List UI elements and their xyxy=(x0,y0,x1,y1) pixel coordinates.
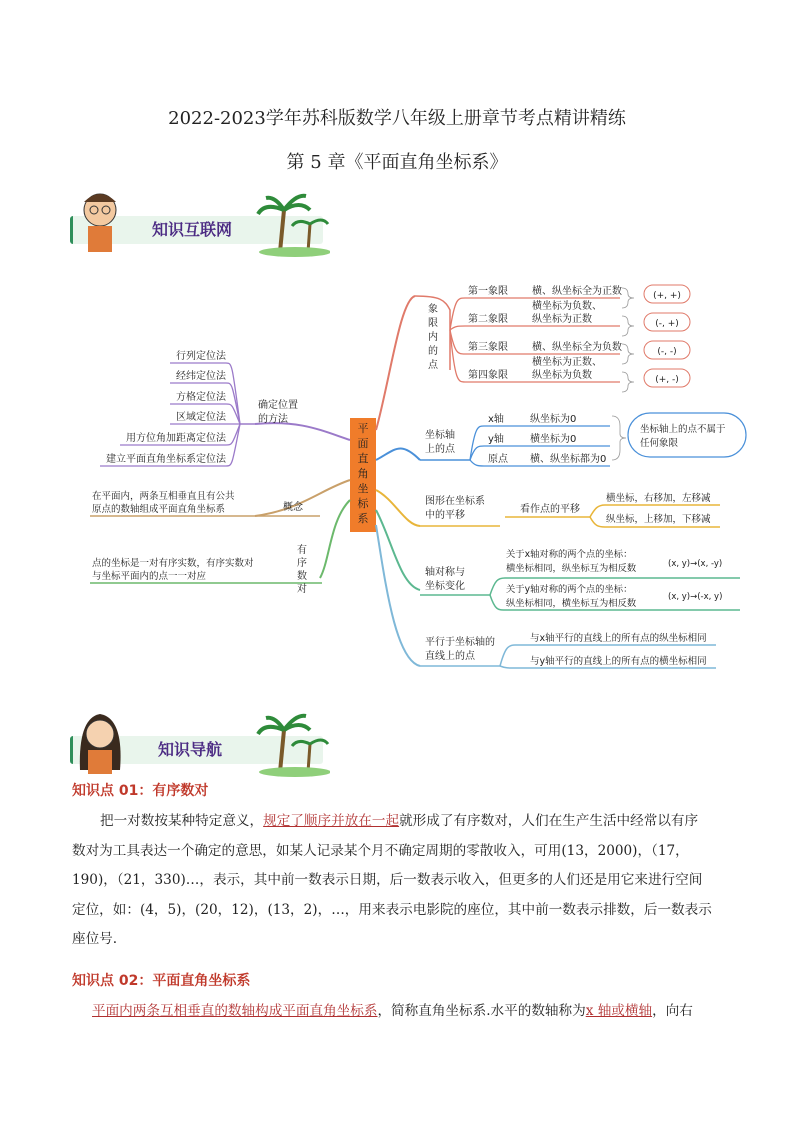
svg-text:纵坐标为负数: 纵坐标为负数 xyxy=(532,370,592,381)
svg-text:中的平移: 中的平移 xyxy=(425,510,465,521)
locate-item xyxy=(120,424,240,445)
chapter-title: 第 5 章《平面直角坐标系》 xyxy=(286,152,508,173)
svg-text:图形在坐标系: 图形在坐标系 xyxy=(425,496,485,507)
banner-knowledge-guide xyxy=(70,700,330,780)
svg-text:横、纵坐标都为0: 横、纵坐标都为0 xyxy=(530,454,607,465)
svg-text:(+, -): (+, -) xyxy=(655,375,679,385)
kp1-line: 定位，如：(4，5)，(20，12)，(13，2)，…，用来表示电影院的座位，其中前一数表示排数，后一数表示 xyxy=(72,901,712,918)
svg-text:第二象限: 第二象限 xyxy=(468,314,508,325)
translation-rule: 纵坐标，上移加，下移减 xyxy=(606,514,711,525)
banner-title: 知识导航 xyxy=(158,740,223,759)
axes-row xyxy=(470,452,610,466)
concept-text-line: 原点的数轴组成平面直角坐标系 xyxy=(92,504,226,515)
kp1-heading: 知识点 01：有序数对 xyxy=(72,783,209,799)
kp1-emphasis: 规定了顺序并放在一起 xyxy=(263,813,400,829)
ordered-text-line: 与坐标平面内的点一一对应 xyxy=(92,571,207,582)
branch-parallel xyxy=(420,632,716,668)
branch-axes xyxy=(420,412,746,466)
svg-text:纵坐标为正数: 纵坐标为正数 xyxy=(532,314,592,325)
kp2-emphasis: x 轴或横轴 xyxy=(585,1003,653,1019)
svg-text:横坐标相同，纵坐标互为相反数: 横坐标相同，纵坐标互为相反数 xyxy=(506,563,637,574)
concept-label: 概念 xyxy=(283,502,303,513)
locate-item xyxy=(170,410,240,424)
branch-concept xyxy=(90,490,320,516)
quadrant-row xyxy=(450,330,690,392)
banner-title: 知识互联网 xyxy=(152,220,233,239)
branch-translation xyxy=(420,492,720,527)
svg-text:直线上的点: 直线上的点 xyxy=(425,651,475,662)
kp1-line: 数对为工具表达一个确定的意思，如某人记录某个月不确定周期的零散收入，可用(13，2000)，（17， xyxy=(72,842,689,859)
branch-quadrants xyxy=(415,284,690,392)
quadrant-label: 象限内的点 xyxy=(428,304,438,371)
kp2-text: ，向右 xyxy=(652,1003,693,1019)
quadrant-row xyxy=(450,299,690,336)
kp1-paragraph xyxy=(72,807,724,955)
kp1-text: 把一对数按某种特定意义， xyxy=(100,813,264,829)
svg-text:(-, +): (-, +) xyxy=(655,319,679,329)
branch-ordered-pair xyxy=(90,543,322,595)
branch-locate-methods xyxy=(100,349,298,466)
ordered-label: 有序数对 xyxy=(297,545,307,595)
svg-text:第四象限: 第四象限 xyxy=(468,370,508,381)
svg-text:区域定位法: 区域定位法 xyxy=(176,412,226,423)
svg-text:y轴: y轴 xyxy=(488,434,504,445)
branch-locate-label-2: 的方法 xyxy=(258,414,288,425)
axes-note-box xyxy=(628,413,746,457)
svg-text:方格定位法: 方格定位法 xyxy=(176,392,226,403)
svg-text:平行于坐标轴的: 平行于坐标轴的 xyxy=(425,637,495,648)
svg-text:第三象限: 第三象限 xyxy=(468,342,508,353)
svg-text:横坐标为正数、: 横坐标为正数、 xyxy=(532,357,602,368)
branch-locate-label-1: 确定位置 xyxy=(258,400,298,411)
svg-text:行列定位法: 行列定位法 xyxy=(176,351,226,362)
svg-text:(+, +): (+, +) xyxy=(653,291,681,301)
kp1-line: 190)，（21，330)…，表示，其中前一数表示日期，后一数表示收入，但更多的人们还是用它来进行空间 xyxy=(72,872,703,888)
svg-text:用方位角加距离定位法: 用方位角加距离定位法 xyxy=(126,433,226,444)
svg-text:横坐标为0: 横坐标为0 xyxy=(530,434,577,445)
mindmap-center-label: 平面直角坐标系 xyxy=(357,422,369,525)
svg-text:关于x轴对称的两个点的坐标：: 关于x轴对称的两个点的坐标： xyxy=(506,549,633,560)
svg-text:建立平面直角坐标系定位法: 建立平面直角坐标系定位法 xyxy=(106,454,226,465)
kp2-paragraph xyxy=(72,997,724,1027)
svg-text:坐标变化: 坐标变化 xyxy=(425,581,465,592)
kp2-emphasis: 平面内两条互相垂直的数轴构成平面直角坐标系 xyxy=(92,1003,378,1019)
parallel-rule: 与y轴平行的直线上的所有点的横坐标相同 xyxy=(530,656,707,667)
symmetry-formula: (x, y)→(x, -y) xyxy=(668,559,723,569)
svg-text:经纬定位法: 经纬定位法 xyxy=(176,371,226,382)
translation-rule: 横坐标，右移加，左移减 xyxy=(606,493,711,504)
kp2-text: ，简称直角坐标系.水平的数轴称为 xyxy=(377,1003,586,1019)
parallel-rule: 与x轴平行的直线上的所有点的纵坐标相同 xyxy=(530,633,707,644)
svg-text:横坐标为负数、: 横坐标为负数、 xyxy=(532,301,602,312)
kp1-line: 座位号. xyxy=(72,931,118,947)
svg-text:纵坐标为0: 纵坐标为0 xyxy=(530,414,577,425)
symmetry-formula: (x, y)→(-x, y) xyxy=(668,592,723,602)
branch-symmetry xyxy=(420,548,740,610)
svg-text:坐标轴上的点不属于: 坐标轴上的点不属于 xyxy=(640,424,726,435)
svg-text:原点: 原点 xyxy=(488,454,508,465)
svg-text:轴对称与: 轴对称与 xyxy=(425,567,465,578)
svg-text:关于y轴对称的两个点的坐标：: 关于y轴对称的两个点的坐标： xyxy=(506,584,633,595)
svg-text:任何象限: 任何象限 xyxy=(640,438,679,449)
svg-text:横、纵坐标全为负数: 横、纵坐标全为负数 xyxy=(532,342,622,353)
concept-text-line: 在平面内，两条互相垂直且有公共 xyxy=(92,491,235,502)
translation-mid: 看作点的平移 xyxy=(520,504,580,515)
svg-text:坐标轴: 坐标轴 xyxy=(425,430,455,441)
svg-text:上的点: 上的点 xyxy=(425,444,455,455)
svg-text:第一象限: 第一象限 xyxy=(468,286,508,297)
kp1-text: 就形成了有序数对，人们在生产生活中经常以有序 xyxy=(399,813,699,829)
kp2-heading: 知识点 02：平面直角坐标系 xyxy=(72,973,251,989)
ordered-text-line: 点的坐标是一对有序实数，有序实数对 xyxy=(92,558,254,569)
svg-text:纵坐标相同，横坐标互为相反数: 纵坐标相同，横坐标互为相反数 xyxy=(506,598,637,609)
svg-text:(-, -): (-, -) xyxy=(657,347,677,357)
svg-text:横、纵坐标全为正数: 横、纵坐标全为正数 xyxy=(532,286,622,297)
document-title: 2022-2023学年苏科版数学八年级上册章节考点精讲精练 xyxy=(168,108,626,129)
svg-text:x轴: x轴 xyxy=(488,414,504,425)
